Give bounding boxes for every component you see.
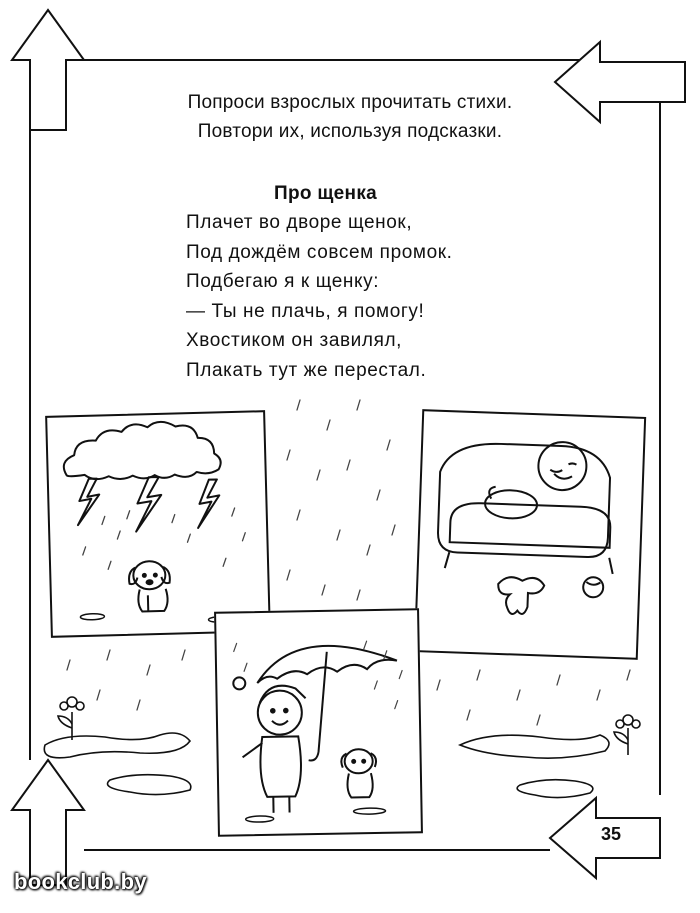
poem-line: Хвостиком он завилял,	[186, 330, 403, 351]
instruction-line-2: Повтори их, используя подсказки.	[197, 121, 503, 142]
puppy-icon	[341, 749, 376, 798]
child-umbrella-puppy-picture	[214, 608, 423, 837]
arrow-up-bottom-left	[12, 760, 84, 885]
puddle-left-1	[44, 733, 190, 758]
child-head-icon	[257, 690, 302, 735]
poem-line: — Ты не плачь, я помогу!	[186, 300, 425, 322]
dog-toy-icon	[497, 577, 544, 615]
lightning-icon	[135, 477, 162, 532]
page-number: 35	[601, 824, 622, 844]
puddle-right-1	[460, 735, 609, 758]
puppy-icon	[129, 561, 171, 612]
boy-head-icon	[538, 441, 588, 491]
lightning-icon	[197, 479, 220, 528]
storm-puppy-picture	[45, 410, 271, 638]
instruction-line-1: Попроси взрослых прочитать стихи.	[187, 92, 513, 113]
poem-line: Плачет во дворе щенок,	[186, 212, 413, 233]
poem-line: Подбегаю я к щенку:	[186, 271, 380, 292]
lightning-icon	[77, 479, 100, 526]
ball-icon	[583, 577, 604, 598]
puddle-right-2	[517, 780, 593, 798]
watermark: bookclub.by	[14, 869, 147, 894]
boy-puppy-armchair-picture	[414, 409, 646, 660]
puddle-left-2	[108, 775, 191, 795]
umbrella-icon	[257, 645, 398, 683]
poem-line: Плакать тут же перестал.	[186, 359, 427, 381]
poem-title: Про щенка	[274, 183, 377, 204]
poem-text	[186, 208, 453, 385]
storm-cloud-icon	[63, 420, 221, 480]
poem-line: Под дождём совсем промок.	[186, 241, 453, 263]
